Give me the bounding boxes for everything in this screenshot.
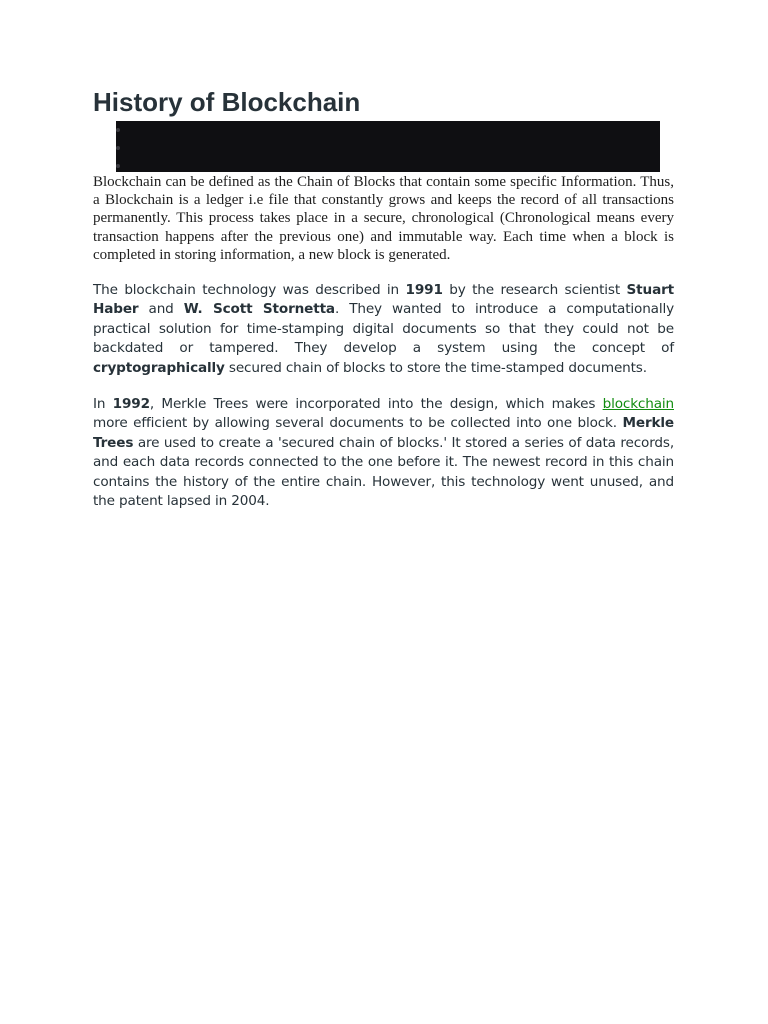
history-1991-paragraph: The blockchain technology was described in 1991 by the research scientist Stuart Haber and W. Scott Stornetta. They wanted to introduce a computationally practical solution for time-stamping digital documents so that they could not be backdated or tampered. They develop a system using the concept of cryptographically secured chain of blocks to store the time-stamped documents. (93, 282, 675, 376)
redacted-bullet-list (116, 121, 660, 172)
bullet-icon (116, 164, 120, 168)
definition-paragraph: Blockchain can be defined as the Chain of Blocks that contain some specific Information. Thus, a Blockchain is a ledger i.e file that constantly grows and keeps the record of all transactions permanently. This process takes place in a secure, chronological (Chronological means every transaction happens after the previous one) and immutable way. Each time when a block is completed in storing information, a new block is generated. (93, 174, 674, 263)
term-merkle-trees: Merkle Trees (93, 415, 674, 451)
year-1991: 1991 (405, 282, 443, 299)
bullet-icon (116, 128, 120, 132)
page-title: History of Blockchain (93, 87, 361, 117)
article (93, 86, 674, 511)
bullet-icon (116, 146, 120, 150)
history-1992-paragraph: In 1992, Merkle Trees were incorporated into the design, which makes blockchain more efficient by allowing several documents to be collected into one block. Merkle Trees are used to create a 'secured chain of blocks.' It stored a series of data records, and each data records connected to the one before it. The newest record in this chain contains the history of the entire chain. However, this technology went unused, and the patent lapsed in 2004. (93, 396, 674, 510)
term-cryptographically: cryptographically (93, 359, 225, 376)
person-scott-stornetta: W. Scott Stornetta (183, 301, 335, 318)
blockchain-link[interactable]: blockchain (602, 396, 674, 413)
year-1992: 1992 (112, 396, 150, 413)
person-stuart-haber: Stuart Haber (93, 282, 674, 318)
